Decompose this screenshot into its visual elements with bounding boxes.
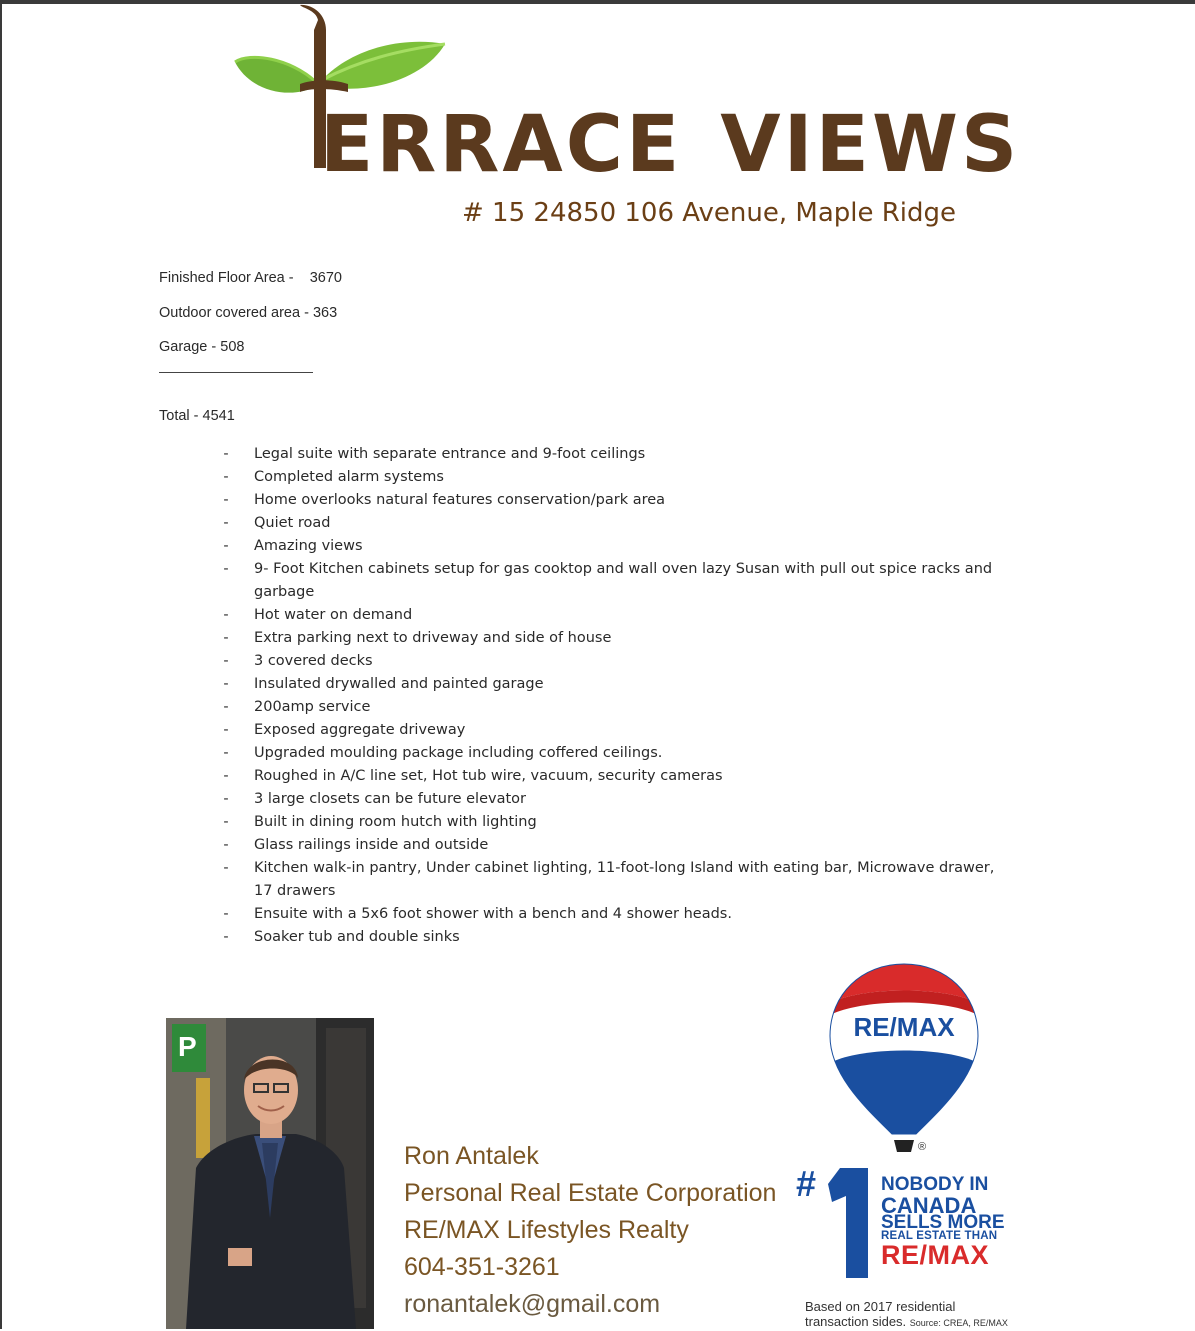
list-item: - Amazing views (223, 538, 363, 554)
list-item: - Quiet road (223, 515, 331, 531)
svg-text:#: # (796, 1163, 817, 1204)
ad-line-3: SELLS MORE (881, 1212, 1005, 1233)
finished-floor-area: Finished Floor Area - 3670 (159, 270, 342, 286)
list-item: - Exposed aggregate driveway (223, 722, 466, 738)
outdoor-covered-area: Outdoor covered area - 363 (159, 305, 338, 321)
property-address: # 15 24850 106 Avenue, Maple Ridge (462, 198, 957, 228)
feature-list (220, 443, 1000, 949)
registered-mark: ® (918, 1141, 927, 1153)
agent-brokerage: RE/MAX Lifestyles Realty (404, 1216, 689, 1244)
list-item: - Built in dining room hutch with lighting (223, 814, 537, 830)
ad-line-1: NOBODY IN (881, 1174, 989, 1195)
list-item: - 200amp service (223, 699, 371, 715)
garage-area: Garage - 508 (159, 339, 245, 355)
list-item: - Extra parking next to driveway and side of house (223, 630, 612, 646)
separator-line (159, 372, 313, 373)
agent-photo (166, 1018, 374, 1329)
ad-footnote: Based on 2017 residential transaction sides. Source: CREA, RE/MAX (805, 1299, 1008, 1329)
left-border (0, 0, 2, 1329)
hot-air-balloon-icon (828, 960, 980, 1160)
remax-balloon-logo (828, 960, 980, 1160)
agent-title: Personal Real Estate Corporation (404, 1179, 777, 1207)
list-item: - Completed alarm systems (223, 469, 444, 485)
list-item: - Home overlooks natural features conservation/park area (223, 492, 666, 508)
list-item: - 9- Foot Kitchen cabinets setup for gas cooktop and wall oven lazy Susan with pull out spice racks and garbage (223, 561, 993, 600)
number-one-icon (796, 1162, 886, 1282)
list-item: - Soaker tub and double sinks (223, 929, 460, 945)
total-area: Total - 4541 (159, 408, 235, 424)
list-item: - Upgraded moulding package including coffered ceilings. (223, 745, 663, 761)
list-item: - 3 large closets can be future elevator (223, 791, 526, 807)
ad-line-4: REAL ESTATE THAN (881, 1230, 998, 1242)
number-one-graphic (796, 1162, 886, 1282)
list-item: - Kitchen walk-in pantry, Under cabinet lighting, 11-foot-long Island with eating bar, Microwave drawer, 17 drawers (223, 860, 995, 899)
list-item: - Legal suite with separate entrance and 9-foot ceilings (223, 446, 646, 462)
list-item: - Roughed in A/C line set, Hot tub wire, vacuum, security cameras (223, 768, 723, 784)
logo-wordmark: ERRACE VIEWS (320, 100, 1021, 190)
list-item: - Ensuite with a 5x6 foot shower with a bench and 4 shower heads. (223, 906, 732, 922)
agent-portrait-image (166, 1018, 374, 1329)
list-item: - Insulated drywalled and painted garage (223, 676, 544, 692)
svg-text:RE/MAX: RE/MAX (853, 1012, 955, 1042)
agent-email[interactable]: ronantalek@gmail.com (404, 1290, 661, 1318)
svg-text:P: P (178, 1031, 197, 1062)
agent-phone[interactable]: 604-351-3261 (404, 1253, 560, 1281)
ad-line-2: CANADA (881, 1193, 977, 1218)
agent-name: Ron Antalek (404, 1142, 539, 1170)
list-item: - 3 covered decks (223, 653, 373, 669)
list-item: - Hot water on demand (223, 607, 413, 623)
remax-brand: RE/MAX (881, 1240, 990, 1270)
list-item: - Glass railings inside and outside (223, 837, 489, 853)
